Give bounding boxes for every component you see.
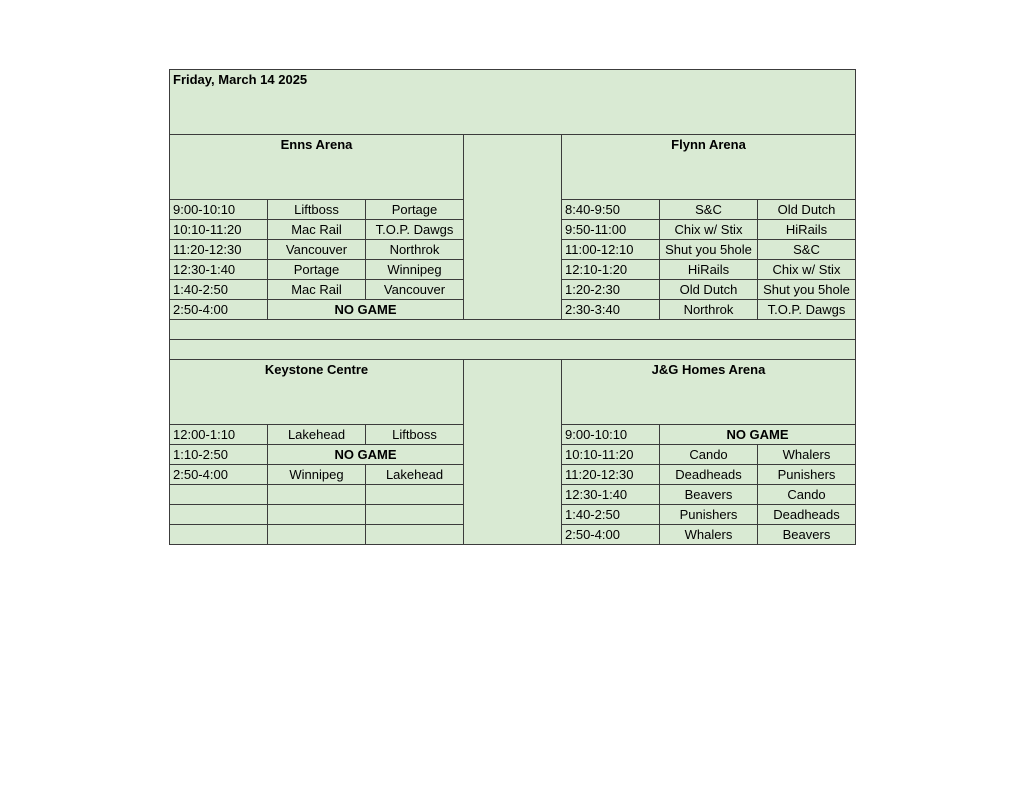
time-cell: 11:20-12:30 [562, 465, 660, 485]
time-cell: 1:20-2:30 [562, 280, 660, 300]
team-cell: Beavers [660, 485, 758, 505]
team-cell [268, 525, 366, 545]
time-cell: 11:20-12:30 [170, 240, 268, 260]
team-cell [366, 505, 464, 525]
team-cell: Mac Rail [268, 280, 366, 300]
team-cell: Liftboss [268, 200, 366, 220]
team-cell: S&C [660, 200, 758, 220]
team-cell: Portage [268, 260, 366, 280]
team-cell: Punishers [758, 465, 856, 485]
team-cell: Winnipeg [268, 465, 366, 485]
time-cell: 2:50-4:00 [170, 465, 268, 485]
team-cell: Beavers [758, 525, 856, 545]
team-cell: Mac Rail [268, 220, 366, 240]
arena-heading-jg: J&G Homes Arena [562, 360, 856, 425]
team-cell: HiRails [660, 260, 758, 280]
time-cell: 1:40-2:50 [170, 280, 268, 300]
time-cell: 1:10-2:50 [170, 445, 268, 465]
time-cell: 12:30-1:40 [562, 485, 660, 505]
team-cell: T.O.P. Dawgs [366, 220, 464, 240]
team-cell: T.O.P. Dawgs [758, 300, 856, 320]
time-cell: 2:50-4:00 [170, 300, 268, 320]
team-cell: Punishers [660, 505, 758, 525]
team-cell: Shut you 5hole [758, 280, 856, 300]
team-cell: Vancouver [366, 280, 464, 300]
team-cell: Liftboss [366, 425, 464, 445]
team-cell: Whalers [758, 445, 856, 465]
time-cell [170, 505, 268, 525]
team-cell: Deadheads [758, 505, 856, 525]
time-cell [170, 485, 268, 505]
team-cell: Winnipeg [366, 260, 464, 280]
time-cell: 11:00-12:10 [562, 240, 660, 260]
team-cell: Lakehead [366, 465, 464, 485]
blank-row [170, 340, 856, 360]
blank-row [170, 320, 856, 340]
team-cell [366, 525, 464, 545]
spacer-column [464, 135, 562, 320]
time-cell: 8:40-9:50 [562, 200, 660, 220]
no-game-cell: NO GAME [660, 425, 856, 445]
time-cell: 12:00-1:10 [170, 425, 268, 445]
team-cell: Lakehead [268, 425, 366, 445]
team-cell: Cando [660, 445, 758, 465]
team-cell: S&C [758, 240, 856, 260]
team-cell: Shut you 5hole [660, 240, 758, 260]
page-title: Friday, March 14 2025 [170, 70, 856, 135]
time-cell [170, 525, 268, 545]
team-cell: Deadheads [660, 465, 758, 485]
time-cell: 2:50-4:00 [562, 525, 660, 545]
team-cell: Old Dutch [660, 280, 758, 300]
team-cell: Vancouver [268, 240, 366, 260]
team-cell [268, 505, 366, 525]
schedule-sheet [169, 69, 856, 545]
time-cell: 1:40-2:50 [562, 505, 660, 525]
spacer-column [464, 360, 562, 545]
team-cell: Cando [758, 485, 856, 505]
team-cell: Northrok [660, 300, 758, 320]
time-cell: 10:10-11:20 [170, 220, 268, 240]
time-cell: 2:30-3:40 [562, 300, 660, 320]
team-cell [366, 485, 464, 505]
team-cell: Northrok [366, 240, 464, 260]
time-cell: 9:00-10:10 [170, 200, 268, 220]
team-cell: HiRails [758, 220, 856, 240]
time-cell: 9:50-11:00 [562, 220, 660, 240]
arena-heading-keystone: Keystone Centre [170, 360, 464, 425]
team-cell [268, 485, 366, 505]
team-cell: Whalers [660, 525, 758, 545]
team-cell: Chix w/ Stix [758, 260, 856, 280]
team-cell: Old Dutch [758, 200, 856, 220]
no-game-cell: NO GAME [268, 445, 464, 465]
no-game-cell: NO GAME [268, 300, 464, 320]
time-cell: 12:10-1:20 [562, 260, 660, 280]
time-cell: 9:00-10:10 [562, 425, 660, 445]
team-cell: Chix w/ Stix [660, 220, 758, 240]
arena-heading-enns: Enns Arena [170, 135, 464, 200]
time-cell: 12:30-1:40 [170, 260, 268, 280]
time-cell: 10:10-11:20 [562, 445, 660, 465]
arena-heading-flynn: Flynn Arena [562, 135, 856, 200]
team-cell: Portage [366, 200, 464, 220]
